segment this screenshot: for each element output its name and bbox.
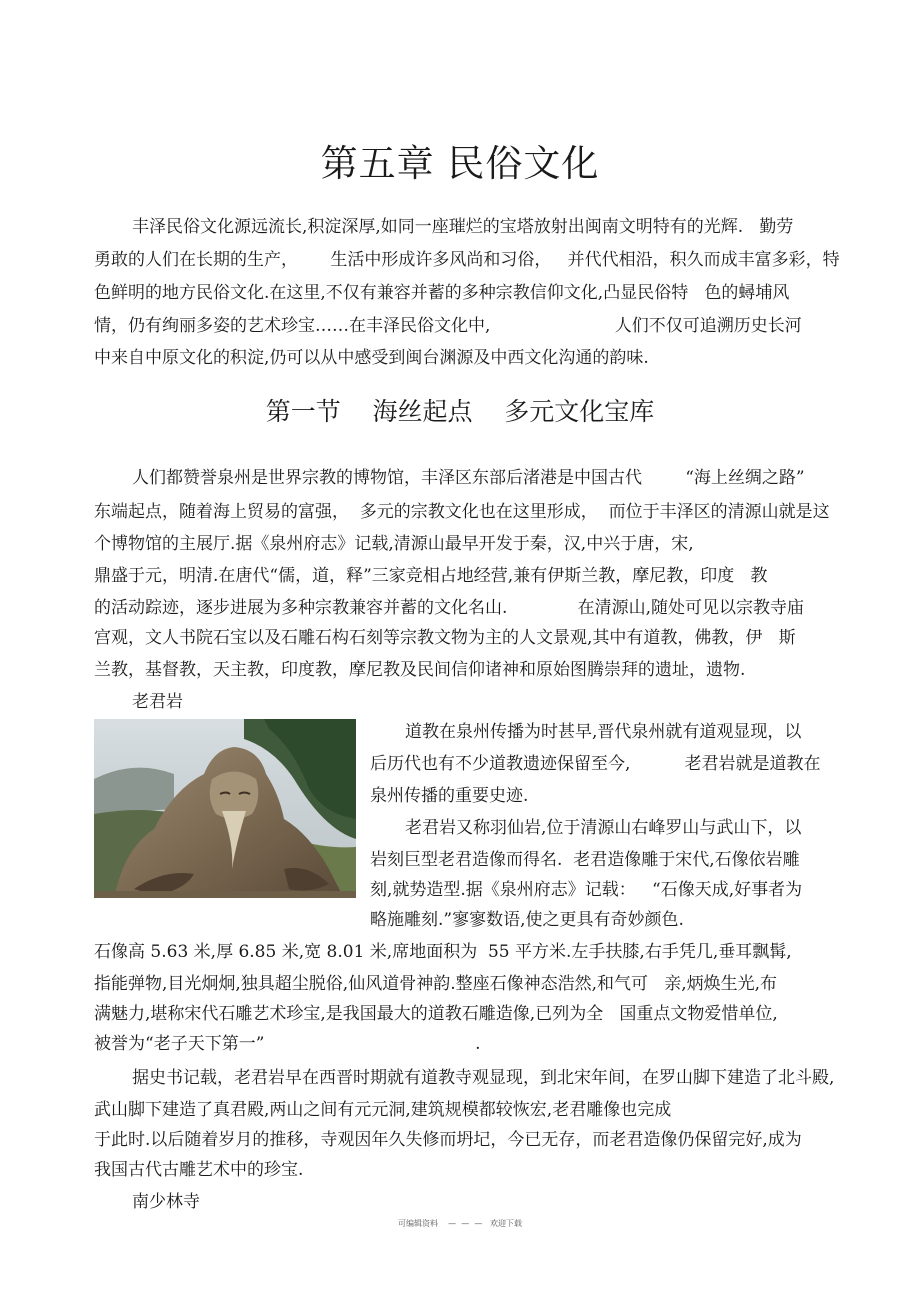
nanshaolin-heading: 南少林寺 [132,1192,200,1212]
chapter-title: 第五章 民俗文化 [320,142,600,185]
laojun-statue-photo [94,719,356,898]
history-line: 武山脚下建造了真君殿,两山之间有元元洞,建筑规模都较恢宏,老君雕像也完成 [94,1100,672,1120]
laojunyan-full-line: 石像高 5.63 米,厚 6.85 米,宽 8.01 米,席地面积为 55 平方米.左手扶膝,右手凭几,垂耳飘髯, [94,942,792,962]
section-line: 鼎盛于元，明清.在唐代“儒，道，释”三家竞相占地经营,兼有伊斯兰教，摩尼教，印度 教 [94,566,768,586]
history-line: 据史书记载，老君岩早在西晋时期就有道教寺观显现，到北宋年间，在罗山脚下建造了北斗殿, [132,1068,835,1088]
laojunyan-heading: 老君岩 [132,692,183,712]
intro-line: 情，仍有绚丽多姿的艺术珍宝……在丰泽民俗文化中, 人们不仅可追溯历史长河 [94,316,802,336]
laojunyan-line: 岩刻巨型老君造像而得名. 老君造像雕于宋代,石像依岩雕 [370,850,800,870]
intro-line: 丰泽民俗文化源远流长,积淀深厚,如同一座璀烂的宝塔放射出闽南文明特有的光辉. 勤劳 [132,217,794,237]
section-line: 个博物馆的主展厅.据《泉州府志》记载,清源山最早开发于秦，汉,中兴于唐，宋, [94,534,694,554]
laojunyan-line: 老君岩又称羽仙岩,位于清源山右峰罗山与武山下，以 [405,818,802,838]
page-footer: 可编辑资料 — — — 欢迎下载 [398,1219,522,1228]
intro-line: 中来自中原文化的积淀,仍可以从中感受到闽台渊源及中西文化沟通的韵味. [94,348,649,368]
section-title: 第一节 海丝起点 多元文化宝库 [265,397,655,426]
laojunyan-line: 泉州传播的重要史迹. [370,786,529,806]
history-line: 我国古代古雕艺术中的珍宝. [94,1160,304,1180]
intro-line: 色鲜明的地方民俗文化.在这里,不仅有兼容并蓄的多种宗教信仰文化,凸显民俗特 色的蟳埔风 [94,283,790,303]
section-line: 人们都赞誉泉州是世界宗教的博物馆，丰泽区东部后渚港是中国古代 “海上丝绸之路” [132,468,805,488]
section-line: 兰教，基督教，天主教，印度教，摩尼教及民间信仰诸神和原始图腾崇拜的遗址，遗物. [94,660,746,680]
laojunyan-line: 略施雕刻.”寥寥数语,使之更具有奇妙颜色. [370,910,684,930]
section-line: 的活动踪迹，逐步进展为多种宗教兼容并蓄的文化名山. 在清源山,随处可见以宗教寺庙 [94,598,805,618]
section-line: 宫观，文人书院石宝以及石雕石构石刻等宗教文物为主的人文景观,其中有道教，佛教，伊 斯 [94,628,796,648]
laojunyan-line: 道教在泉州传播为时甚早,晋代泉州就有道观显现，以 [405,722,802,742]
laojunyan-full-line: 被誉为“老子天下第一” . [94,1034,481,1054]
intro-line: 勇敢的人们在长期的生产， 生活中形成许多风尚和习俗， 并代代相沿，积久而成丰富多彩，特 [94,250,840,270]
laojunyan-full-line: 指能弹物,目光炯炯,独具超尘脱俗,仙风道骨神韵.整座石像神态浩然,和气可 亲,炳焕生光,布 [94,974,778,994]
laojunyan-line: 后历代也有不少道教遗迹保留至今, 老君岩就是道教在 [370,754,821,774]
history-line: 于此时.以后随着岁月的推移，寺观因年久失修而坍圮，今已无存，而老君造像仍保留完好,成为 [94,1130,802,1150]
laojunyan-line: 刻,就势造型.据《泉州府志》记载： “石像天成,好事者为 [370,880,803,900]
section-line: 东端起点，随着海上贸易的富强， 多元的宗教文化也在这里形成， 而位于丰泽区的清源山就是这 [94,502,830,522]
laojunyan-full-line: 满魅力,堪称宋代石雕艺术珍宝,是我国最大的道教石雕造像,已列为全 国重点文物爱惜单位, [94,1004,778,1024]
